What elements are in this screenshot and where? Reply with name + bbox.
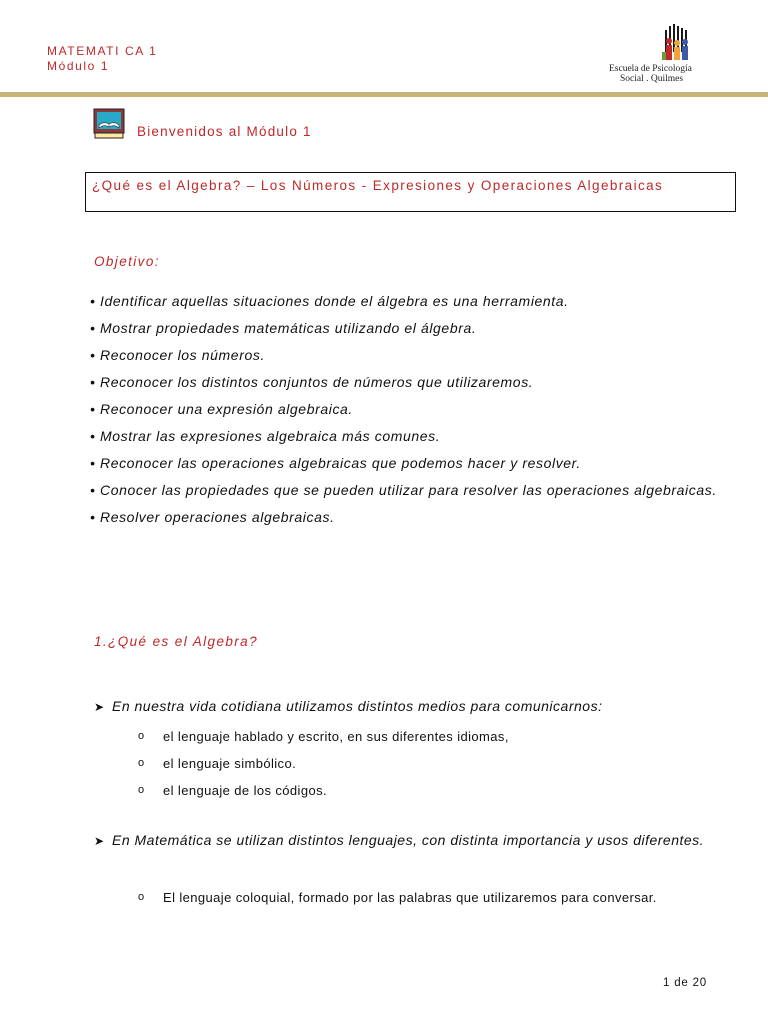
topic-title: ¿Qué es el Algebra? – Los Números - Expresiones y Operaciones Algebraicas <box>92 178 664 193</box>
objective-item: • Mostrar propiedades matemáticas utilizando el álgebra. <box>90 320 477 336</box>
school-logo-icon <box>602 22 732 70</box>
objective-item: • Mostrar las expresiones algebraica más comunes. <box>90 428 441 444</box>
objective-item: • Identificar aquellas situaciones donde el álgebra es una herramienta. <box>90 293 569 309</box>
list-item: o el lenguaje simbólico. <box>138 750 732 777</box>
section-heading: 1.¿Qué es el Algebra? <box>94 634 258 649</box>
logo-text-line2: Social . Quilmes <box>620 74 684 84</box>
paragraph-text: En Matemática se utilizan distintos lenguajes, con distinta importancia y usos diferentes. <box>112 832 705 848</box>
module-title: Módulo 1 <box>47 59 110 73</box>
logo-text-line1: Escuela de Psicología <box>609 64 692 74</box>
document-header <box>47 44 157 74</box>
arrow-bullet-icon: ➤ <box>94 834 105 848</box>
book-computer-icon <box>93 108 125 140</box>
languages-list <box>138 884 732 911</box>
communication-list <box>138 723 732 804</box>
school-logo <box>602 22 732 92</box>
objective-heading: Objetivo: <box>94 254 160 269</box>
objective-item: • Reconocer los números. <box>90 347 265 363</box>
objective-item: • Conocer las propiedades que se pueden utilizar para resolver las operaciones algebraicas. <box>90 482 717 498</box>
list-item: o El lenguaje coloquial, formado por las palabras que utilizaremos para conversar. <box>138 884 732 911</box>
objective-item: • Reconocer las operaciones algebraicas que podemos hacer y resolver. <box>90 455 581 471</box>
header-divider <box>0 92 768 97</box>
welcome-heading: Bienvenidos al Módulo 1 <box>137 124 312 139</box>
circle-bullet-icon: o <box>138 891 145 903</box>
circle-bullet-icon: o <box>138 730 145 742</box>
paragraph-communication <box>94 693 732 721</box>
objective-item: • Reconocer una expresión algebraica. <box>90 401 353 417</box>
objective-item: • Reconocer los distintos conjuntos de números que utilizaremos. <box>90 374 534 390</box>
page-number: 1 de 20 <box>663 977 707 989</box>
topic-title-box <box>85 172 736 212</box>
paragraph-text: En nuestra vida cotidiana utilizamos distintos medios para comunicarnos: <box>112 698 603 714</box>
objective-item: • Resolver operaciones algebraicas. <box>90 509 335 525</box>
paragraph-languages <box>94 827 732 855</box>
objectives-list <box>90 288 731 531</box>
list-item: o el lenguaje hablado y escrito, en sus diferentes idiomas, <box>138 723 732 750</box>
course-title: MATEMATI CA 1 <box>47 44 158 58</box>
circle-bullet-icon: o <box>138 757 145 769</box>
arrow-bullet-icon: ➤ <box>94 700 105 714</box>
list-item: o el lenguaje de los códigos. <box>138 777 732 804</box>
circle-bullet-icon: o <box>138 784 145 796</box>
